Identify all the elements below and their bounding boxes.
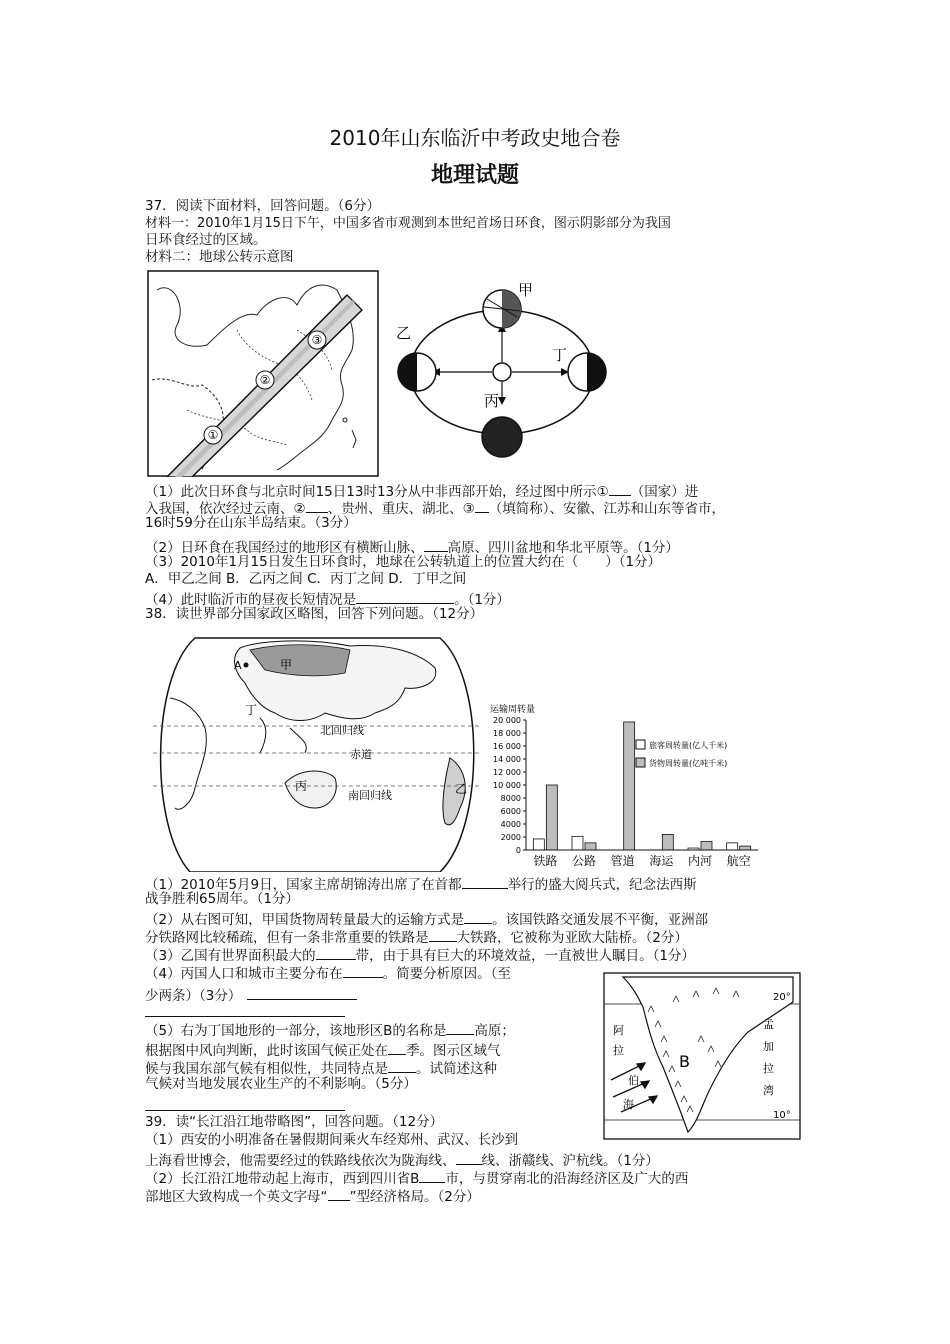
- x-category-label: 海运: [649, 854, 674, 868]
- q37-material1-line1: 材料一：2010年1月15日下午，中国多省市观测到本世纪首场日环食，图示阴影部分为我国: [145, 216, 671, 231]
- q38-p5-line4: 气候对当地发展农业生产的不利影响。（5分）: [145, 1076, 417, 1092]
- lat-10-label: 10°: [773, 1110, 791, 1121]
- y-tick-label: 0: [515, 846, 521, 855]
- y-tick-label: 4000: [500, 820, 521, 829]
- q38-p5-line3: 候与我国东部气候有相似性，共同特点是 。试简述这种: [145, 1058, 497, 1078]
- q38-stem: 38．读世界部分国家政区略图，回答下列问题。（12分）: [145, 606, 484, 622]
- bengal-bay-4: 湾: [763, 1084, 774, 1097]
- q37-p1-line2: 入我国，依次经过云南、② 、贵州、重庆、湖北、③ （填简称）、安徽、江苏和山东等省市，: [145, 498, 725, 518]
- arabian-sea-3: 伯: [628, 1074, 639, 1087]
- bar-freight: [701, 842, 712, 850]
- y-tick-label: 2000: [500, 833, 521, 842]
- q39-p1-line2: 上海看世博会，他需要经过的铁路线依次为陇海线、 线、浙赣线、沪杭线。（1分）: [145, 1150, 659, 1170]
- bar-passenger: [533, 839, 544, 850]
- q37-material2: 材料二：地球公转示意图: [145, 249, 294, 265]
- y-tick-label: 8000: [500, 794, 521, 803]
- india-terrain-map: [603, 972, 801, 1140]
- y-tick-label: 12 000: [493, 768, 521, 777]
- orbit-label-jia: 甲: [518, 281, 534, 299]
- bar-freight: [585, 843, 596, 850]
- map-marker-2: ②: [259, 373, 271, 387]
- q37-p2: （2）日环食在我国经过的地形区有横断山脉、 高原、四川盆地和华北平原等。（1分）: [145, 537, 679, 557]
- q37-material1-line2: 日环食经过的区域。: [145, 232, 267, 248]
- answer-line-2: [145, 1110, 345, 1111]
- q38-p3: （3）乙国有世界面积最大的 带，由于具有巨大的环境效益，一直被世人瞩目。（1分）: [145, 945, 695, 965]
- answer-line: [145, 1016, 345, 1017]
- transport-volume-chart: [486, 700, 766, 872]
- q39-p2-line2: 部地区大致构成一个英文字母“ ”型经济格局。（2分）: [145, 1186, 480, 1206]
- y-tick-label: 6000: [500, 807, 521, 816]
- q38-p5-line1: （5）右为丁国地形的一部分，该地形区B的名称是 高原；: [145, 1020, 515, 1040]
- bengal-bay-1: 孟: [763, 1018, 774, 1031]
- q37-p1-line3: 16时59分在山东半岛结束。（3分）: [145, 515, 357, 531]
- q38-p4-line2: 少两条）（3分）: [145, 985, 357, 1005]
- map-label-ding: 丁: [245, 703, 258, 717]
- y-tick-label: 18 000: [493, 729, 521, 738]
- map-label-a: A: [234, 659, 242, 672]
- x-category-label: 航空: [726, 854, 751, 868]
- q37-p1-line1: （1）此次日环食与北京时间15日13时13分从中非西部开始，经过图中所示① （国家）进: [145, 481, 698, 501]
- q37-stem: 37．阅读下面材料，回答问题。（6分）: [145, 198, 381, 214]
- q38-p5-line2: 根据图中风向判断，此时该国气候正处在 季。图示区域气: [145, 1040, 501, 1060]
- earth-orbit-diagram: [392, 272, 612, 482]
- q39-p2-line1: （2）长江沿江地带动起上海市，西到四川省B 市，与贯穿南北的沿海经济区及广大的西: [145, 1168, 688, 1188]
- y-tick-label: 16 000: [493, 742, 521, 751]
- orbit-label-bing: 丙: [484, 392, 500, 410]
- map-label-jia: 甲: [280, 658, 293, 672]
- arabian-sea-2: 拉: [613, 1044, 624, 1057]
- y-tick-label: 14 000: [493, 755, 521, 764]
- legend-swatch-passenger: [636, 740, 645, 749]
- map-label-yi: 乙: [455, 782, 468, 796]
- q38-p4-line1: （4）丙国人口和城市主要分布在 。简要分析原因。（至: [145, 963, 511, 983]
- x-category-label: 管道: [610, 854, 635, 868]
- chart-ylabel: 运输周转量: [490, 705, 536, 715]
- legend-passenger: 旅客周转量(亿人千米): [649, 741, 728, 750]
- bar-freight: [546, 785, 557, 850]
- map-label-bing: 丙: [295, 779, 308, 793]
- page-title: 2010年山东临沂中考政史地合卷: [329, 126, 621, 150]
- bar-freight: [624, 722, 635, 850]
- bar-freight: [740, 846, 751, 850]
- q37-p3: （3）2010年1月15日发生日环食时，地球在公转轨道上的位置大约在（ ）（1分）: [145, 554, 662, 570]
- india-label-b: B: [679, 1052, 690, 1071]
- map-marker-1: ①: [207, 428, 219, 442]
- x-category-label: 内河: [687, 854, 713, 868]
- q37-p3-options: A．甲乙之间 B．乙丙之间 C．丙丁之间 D．丁甲之间: [145, 571, 467, 587]
- map-label-equator: 赤道: [350, 748, 372, 761]
- lat-20-label: 20°: [773, 992, 791, 1003]
- y-tick-label: 10 000: [493, 781, 521, 790]
- q37-p4: （4）此时临沂市的昼夜长短情况是 。（1分）: [145, 589, 510, 609]
- arabian-sea-1: 阿: [613, 1024, 624, 1037]
- page-subtitle: 地理试题: [430, 163, 519, 188]
- map-marker-3: ③: [311, 333, 323, 347]
- bengal-bay-2: 加: [763, 1040, 774, 1053]
- y-tick-label: 20 000: [493, 716, 521, 725]
- bar-passenger: [727, 843, 738, 850]
- bengal-bay-3: 拉: [763, 1062, 774, 1075]
- bar-freight: [662, 834, 673, 850]
- orbit-label-yi: 乙: [396, 324, 412, 342]
- q38-p1-line1: （1）2010年5月9日，国家主席胡锦涛出席了在首都 举行的盛大阅兵式，纪念法西斯: [145, 874, 697, 894]
- x-category-label: 铁路: [533, 854, 558, 868]
- world-political-map: [150, 628, 485, 872]
- q38-p2-line2: 分铁路网比较稀疏，但有一条非常重要的铁路是 大铁路，它被称为亚欧大陆桥。（2分）: [145, 927, 688, 947]
- map-label-tropic-s: 南回归线: [348, 789, 392, 802]
- x-category-label: 公路: [571, 854, 597, 868]
- orbit-label-ding: 丁: [552, 346, 568, 364]
- q38-p1-line2: 战争胜利65周年。（1分）: [145, 891, 300, 907]
- legend-freight: 货物周转量(亿吨千米): [649, 759, 728, 768]
- q39-p1-line1: （1）西安的小明准备在暑假期间乘火车经郑州、武汉、长沙到: [145, 1132, 519, 1148]
- map-label-tropic-n: 北回归线: [320, 724, 364, 737]
- legend-swatch-freight: [636, 758, 645, 767]
- q38-p2-line1: （2）从右图可知，甲国货物周转量最大的运输方式是 。该国铁路交通发展不平衡，亚洲部: [145, 909, 708, 929]
- bar-passenger: [572, 836, 583, 850]
- arabian-sea-4: 海: [623, 1098, 634, 1111]
- q39-stem: 39．读“长江沿江地带略图”，回答问题。（12分）: [145, 1114, 444, 1130]
- china-eclipse-map: [147, 270, 379, 477]
